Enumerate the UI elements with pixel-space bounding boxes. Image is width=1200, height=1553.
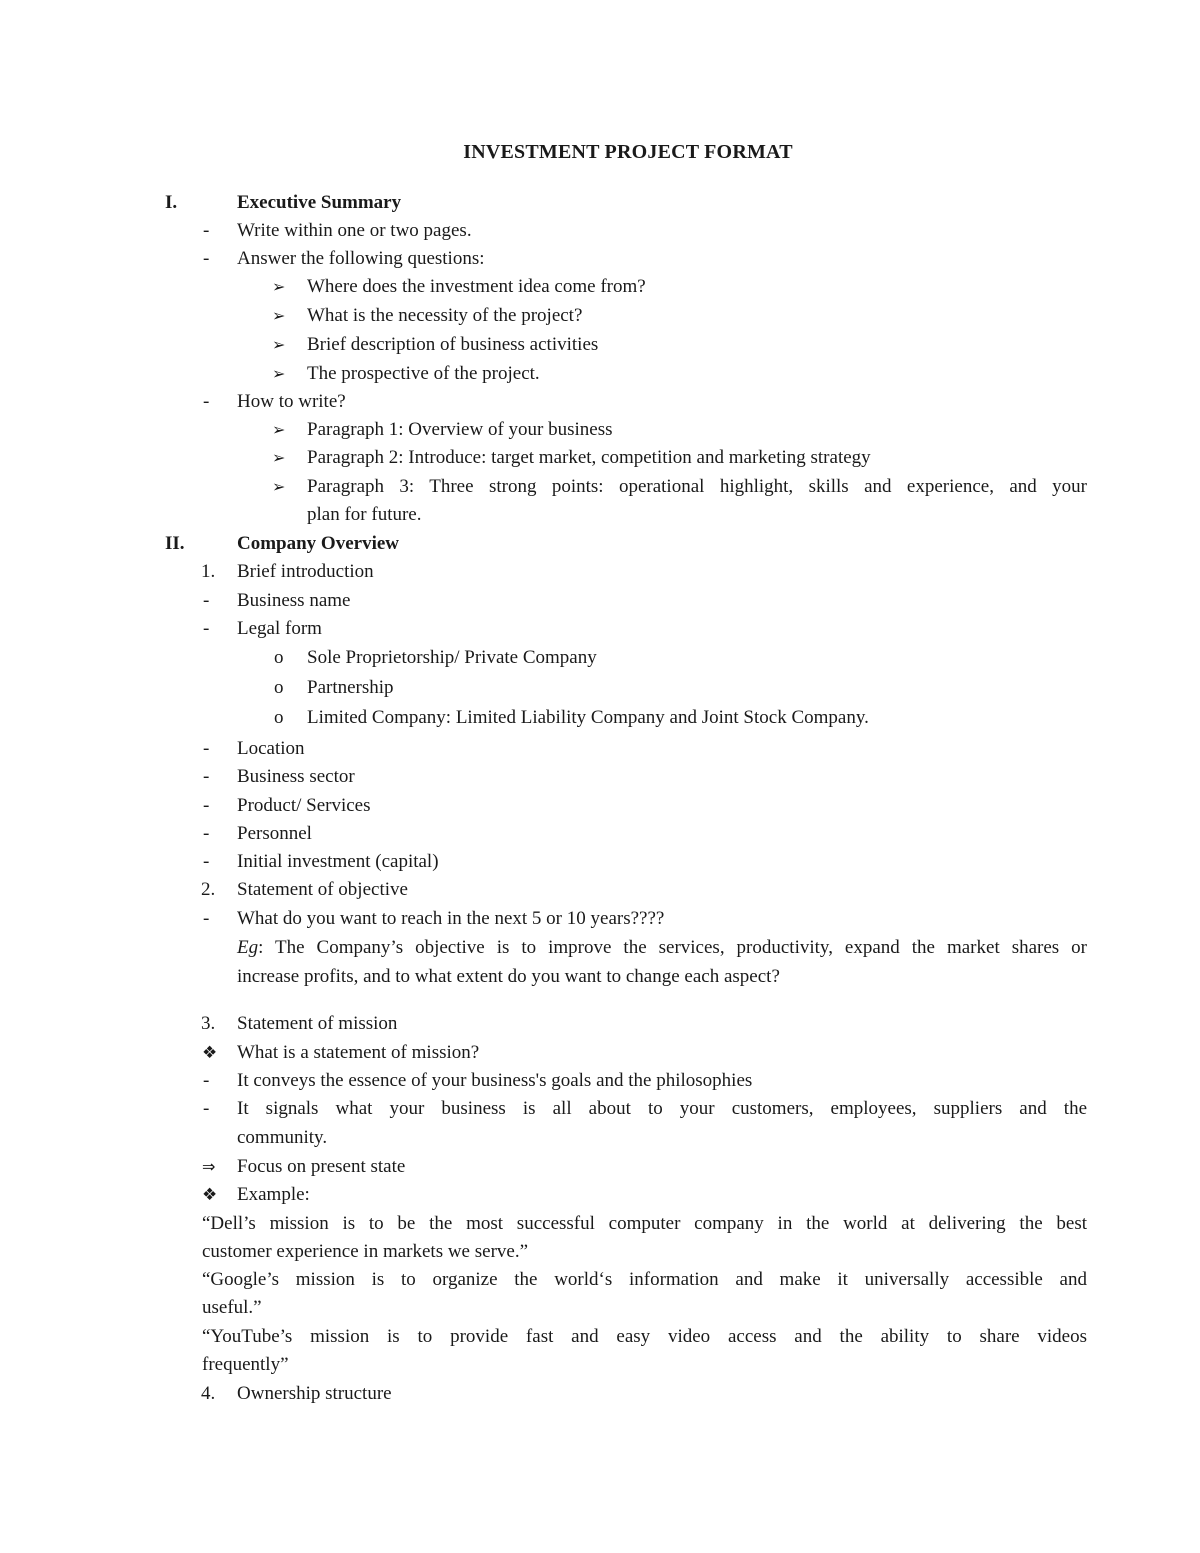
line-text: customer experience in markets we serve.” <box>202 1241 529 1262</box>
list-marker: o <box>274 707 284 728</box>
line-text: It conveys the essence of your business's goals and the philosophies <box>237 1070 753 1091</box>
line-text: Paragraph 3: Three strong points: operational highlight, skills and experience, and your <box>307 476 1087 497</box>
line-text: Personnel <box>237 823 312 844</box>
line-text: Executive Summary <box>237 192 402 213</box>
text-line <box>0 1010 1200 1038</box>
line-text: plan for future. <box>307 504 422 525</box>
text-line <box>0 444 1200 472</box>
line-text: Where does the investment idea come from? <box>307 276 646 297</box>
list-marker: 4. <box>201 1383 216 1404</box>
list-marker: I. <box>165 192 178 213</box>
text-line <box>0 245 1200 273</box>
list-marker: - <box>203 795 210 816</box>
implies-arrow-icon: ⇒ <box>202 1157 216 1176</box>
line-text: Sole Proprietorship/ Private Company <box>307 647 597 668</box>
text-line <box>0 388 1200 416</box>
arrow-bullet-icon: ➢ <box>272 364 286 383</box>
line-text: What is the necessity of the project? <box>307 305 583 326</box>
list-marker: - <box>203 851 210 872</box>
arrow-bullet-icon: ➢ <box>272 477 286 496</box>
text-line <box>0 1294 1200 1322</box>
line-text: Partnership <box>307 677 394 698</box>
list-marker: - <box>203 590 210 611</box>
line-text: Product/ Services <box>237 795 371 816</box>
text-line <box>0 644 1200 672</box>
line-text: “YouTube’s mission is to provide fast and easy video access and the ability to share videos <box>202 1326 1087 1347</box>
text-line <box>0 1238 1200 1266</box>
document-title: INVESTMENT PROJECT FORMAT <box>463 141 793 163</box>
arrow-bullet-icon: ➢ <box>272 335 286 354</box>
line-text: Paragraph 1: Overview of your business <box>307 419 613 440</box>
text-line <box>0 1181 1200 1209</box>
list-marker: 2. <box>201 879 216 900</box>
line-text: Initial investment (capital) <box>237 851 439 872</box>
example-label: Eg <box>237 937 259 958</box>
text-line <box>0 848 1200 876</box>
text-line <box>0 820 1200 848</box>
arrow-bullet-icon: ➢ <box>272 420 286 439</box>
arrow-bullet-icon: ➢ <box>272 448 286 467</box>
line-text: “Dell’s mission is to be the most successful computer company in the world at delivering the best <box>202 1213 1087 1234</box>
text-line <box>0 558 1200 586</box>
line-text: Brief description of business activities <box>307 334 599 355</box>
line-text: useful.” <box>202 1297 262 1318</box>
list-marker: 1. <box>201 561 216 582</box>
line-text: What is a statement of mission? <box>237 1042 480 1063</box>
line-text: Limited Company: Limited Liability Company and Joint Stock Company. <box>307 707 869 728</box>
line-text: The prospective of the project. <box>307 363 540 384</box>
line-text: Write within one or two pages. <box>237 220 472 241</box>
section-heading <box>0 530 1200 558</box>
text-line <box>0 905 1200 933</box>
text-line <box>0 1351 1200 1379</box>
list-marker: o <box>274 647 284 668</box>
text-line <box>0 735 1200 763</box>
text-line <box>0 473 1200 501</box>
text-line <box>0 792 1200 820</box>
text-line <box>0 1124 1200 1152</box>
line-text: Ownership structure <box>237 1383 392 1404</box>
line-text: What do you want to reach in the next 5 or 10 years???? <box>237 908 665 929</box>
text-line <box>0 963 1200 991</box>
list-marker: - <box>203 738 210 759</box>
diamond-bullet-icon: ❖ <box>202 1185 218 1205</box>
line-text: Answer the following questions: <box>237 248 485 269</box>
text-line <box>0 331 1200 359</box>
line-text: How to write? <box>237 391 346 412</box>
line-text: Business sector <box>237 766 355 787</box>
text-line <box>0 763 1200 791</box>
text-line <box>0 1067 1200 1095</box>
line-text: Business name <box>237 590 351 611</box>
line-text: Legal form <box>237 618 322 639</box>
line-text: Company Overview <box>237 533 400 554</box>
list-marker: - <box>203 248 210 269</box>
list-marker: - <box>203 220 210 241</box>
text-line <box>0 704 1200 732</box>
line-text: frequently” <box>202 1354 289 1375</box>
list-marker: - <box>203 1098 210 1119</box>
line-text: Statement of mission <box>237 1013 398 1034</box>
line-text: It signals what your business is all about to your customers, employees, suppliers and the <box>237 1098 1087 1119</box>
text-line <box>0 501 1200 529</box>
text-line <box>0 1095 1200 1123</box>
line-text: Paragraph 2: Introduce: target market, competition and marketing strategy <box>307 447 871 468</box>
list-marker: o <box>274 677 284 698</box>
text-line <box>0 1210 1200 1238</box>
line-text: community. <box>237 1127 328 1148</box>
text-line <box>0 302 1200 330</box>
text-line <box>0 1323 1200 1351</box>
arrow-bullet-icon: ➢ <box>272 306 286 325</box>
list-marker: - <box>203 908 210 929</box>
list-marker: - <box>203 823 210 844</box>
line-text: Example: <box>237 1184 310 1205</box>
text-line <box>0 1039 1200 1067</box>
text-line <box>0 934 1200 962</box>
text-line <box>0 1153 1200 1181</box>
arrow-bullet-icon: ➢ <box>272 277 286 296</box>
line-text: Location <box>237 738 305 759</box>
section-heading <box>0 189 1200 217</box>
list-marker: - <box>203 1070 210 1091</box>
list-marker: 3. <box>201 1013 216 1034</box>
list-marker: - <box>203 766 210 787</box>
text-line <box>0 416 1200 444</box>
text-line <box>0 360 1200 388</box>
line-text: Focus on present state <box>237 1156 406 1177</box>
text-line <box>0 217 1200 245</box>
text-line <box>0 876 1200 904</box>
text-line <box>0 615 1200 643</box>
text-line <box>0 1266 1200 1294</box>
line-text: “Google’s mission is to organize the world‘s information and make it universally accessible and <box>202 1269 1087 1290</box>
line-text: Statement of objective <box>237 879 408 900</box>
list-marker: - <box>203 391 210 412</box>
line-text: Brief introduction <box>237 561 374 582</box>
list-marker: - <box>203 618 210 639</box>
line-text: Eg: The Company’s objective is to improve the services, productivity, expand the market shares or <box>237 937 1087 958</box>
line-text: increase profits, and to what extent do you want to change each aspect? <box>237 966 780 987</box>
diamond-bullet-icon: ❖ <box>202 1043 218 1063</box>
text-line <box>0 1380 1200 1408</box>
text-line <box>0 587 1200 615</box>
text-line <box>0 273 1200 301</box>
list-marker: II. <box>165 533 185 554</box>
text-line <box>0 674 1200 702</box>
